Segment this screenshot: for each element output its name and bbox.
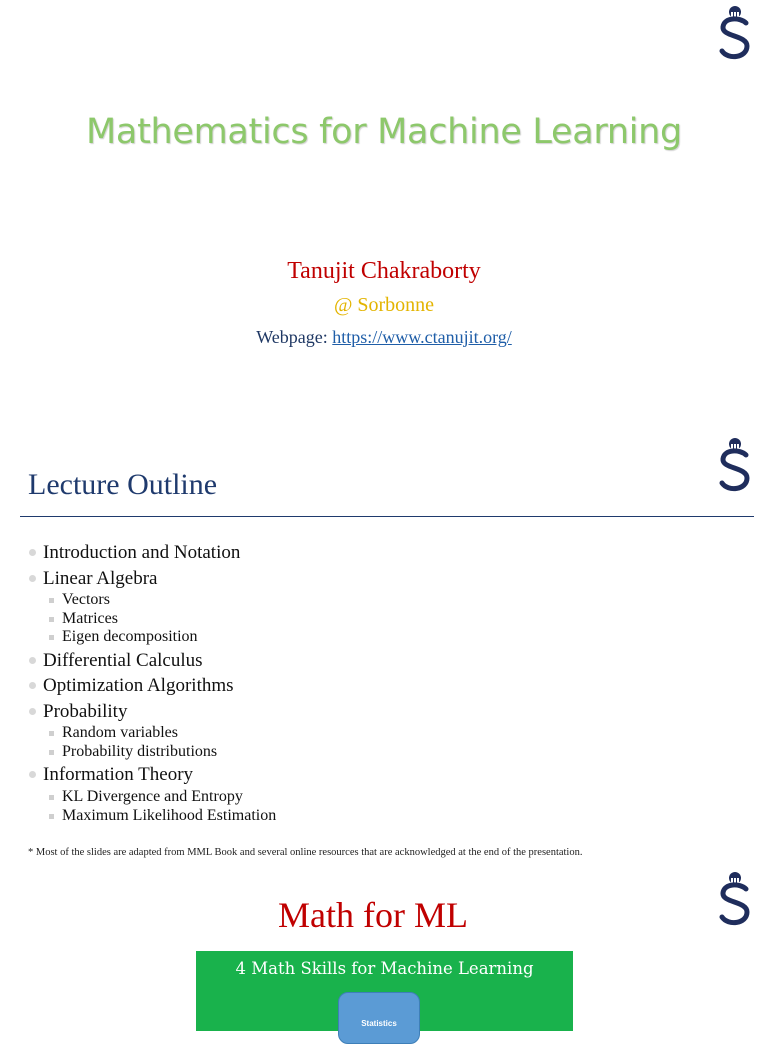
bullet-square-icon: [49, 617, 54, 622]
title-slide: [0, 0, 768, 418]
outline-subitem: [43, 628, 276, 647]
outline-sublist: [43, 591, 276, 647]
bullet-square-icon: [49, 795, 54, 800]
outline-item: [28, 699, 276, 762]
math-skills-graphic: [196, 951, 573, 1031]
outline-subitem-label: Probability distributions: [62, 742, 218, 760]
bullet-dot-icon: [29, 549, 36, 556]
outline-subitem-label: Matrices: [62, 609, 118, 627]
sorbonne-logo-icon: [718, 3, 752, 61]
slide-title: Math for ML: [278, 895, 468, 935]
outline-item-label: Linear Algebra: [43, 567, 158, 589]
outline-subitem-label: Vectors: [62, 591, 110, 608]
bullet-dot-icon: [29, 771, 36, 778]
outline-subitem: [43, 724, 276, 743]
outline-subitem-label: Maximum Likelihood Estimation: [62, 806, 277, 824]
outline-sublist: [43, 788, 276, 825]
bullet-dot-icon: [29, 708, 36, 715]
outline-slide: [0, 418, 768, 862]
outline-title: Lecture Outline: [28, 468, 218, 501]
outline-subitem: [43, 591, 276, 610]
bullet-square-icon: [49, 635, 54, 640]
affiliation: @ Sorbonne: [333, 294, 435, 316]
math-for-ml-slide: [0, 862, 768, 1028]
title-divider: [20, 516, 754, 517]
bullet-square-icon: [49, 731, 54, 736]
outline-subitem-label: Eigen decomposition: [62, 628, 198, 646]
outline-item-label: Differential Calculus: [43, 649, 203, 671]
outline-item-label: Information Theory: [43, 764, 194, 786]
bullet-dot-icon: [29, 575, 36, 582]
outline-subitem-label: Random variables: [62, 724, 178, 742]
outline-subitem: [43, 610, 276, 629]
webpage-link[interactable]: https://www.ctanujit.org/: [332, 327, 512, 347]
sorbonne-logo-icon: [718, 435, 752, 493]
footnote: * Most of the slides are adapted from MML Book and several online resources that are acknowledged at the end of the presentation.: [28, 847, 583, 858]
outline-item-label: Optimization Algorithms: [43, 675, 234, 697]
presentation-title: Mathematics for Machine Learning: [86, 112, 682, 152]
outline-item-label: Introduction and Notation: [43, 542, 241, 563]
outline-subitem: [43, 788, 276, 807]
bullet-dot-icon: [29, 682, 36, 689]
author-name: Tanujit Chakraborty: [287, 258, 481, 284]
statistics-pill: [338, 992, 420, 1044]
bullet-square-icon: [49, 814, 54, 819]
outline-item: [28, 673, 276, 699]
outline-subitem-label: KL Divergence and Entropy: [62, 787, 243, 805]
bullet-square-icon: [49, 598, 54, 603]
outline-item: [28, 648, 276, 674]
outline-sublist: [43, 724, 276, 761]
outline-list: [28, 540, 276, 826]
pill-label: Statistics: [361, 1019, 397, 1028]
webpage-line: [0, 327, 768, 348]
outline-subitem: [43, 743, 276, 762]
outline-item: [28, 540, 276, 566]
outline-item-label: Probability: [43, 700, 128, 722]
webpage-label: Webpage:: [256, 327, 328, 347]
outline-item: [28, 762, 276, 825]
bullet-dot-icon: [29, 657, 36, 664]
outline-subitem: [43, 807, 276, 826]
graphic-title: 4 Math Skills for Machine Learning: [235, 959, 534, 978]
outline-item: [28, 566, 276, 647]
bullet-square-icon: [49, 750, 54, 755]
